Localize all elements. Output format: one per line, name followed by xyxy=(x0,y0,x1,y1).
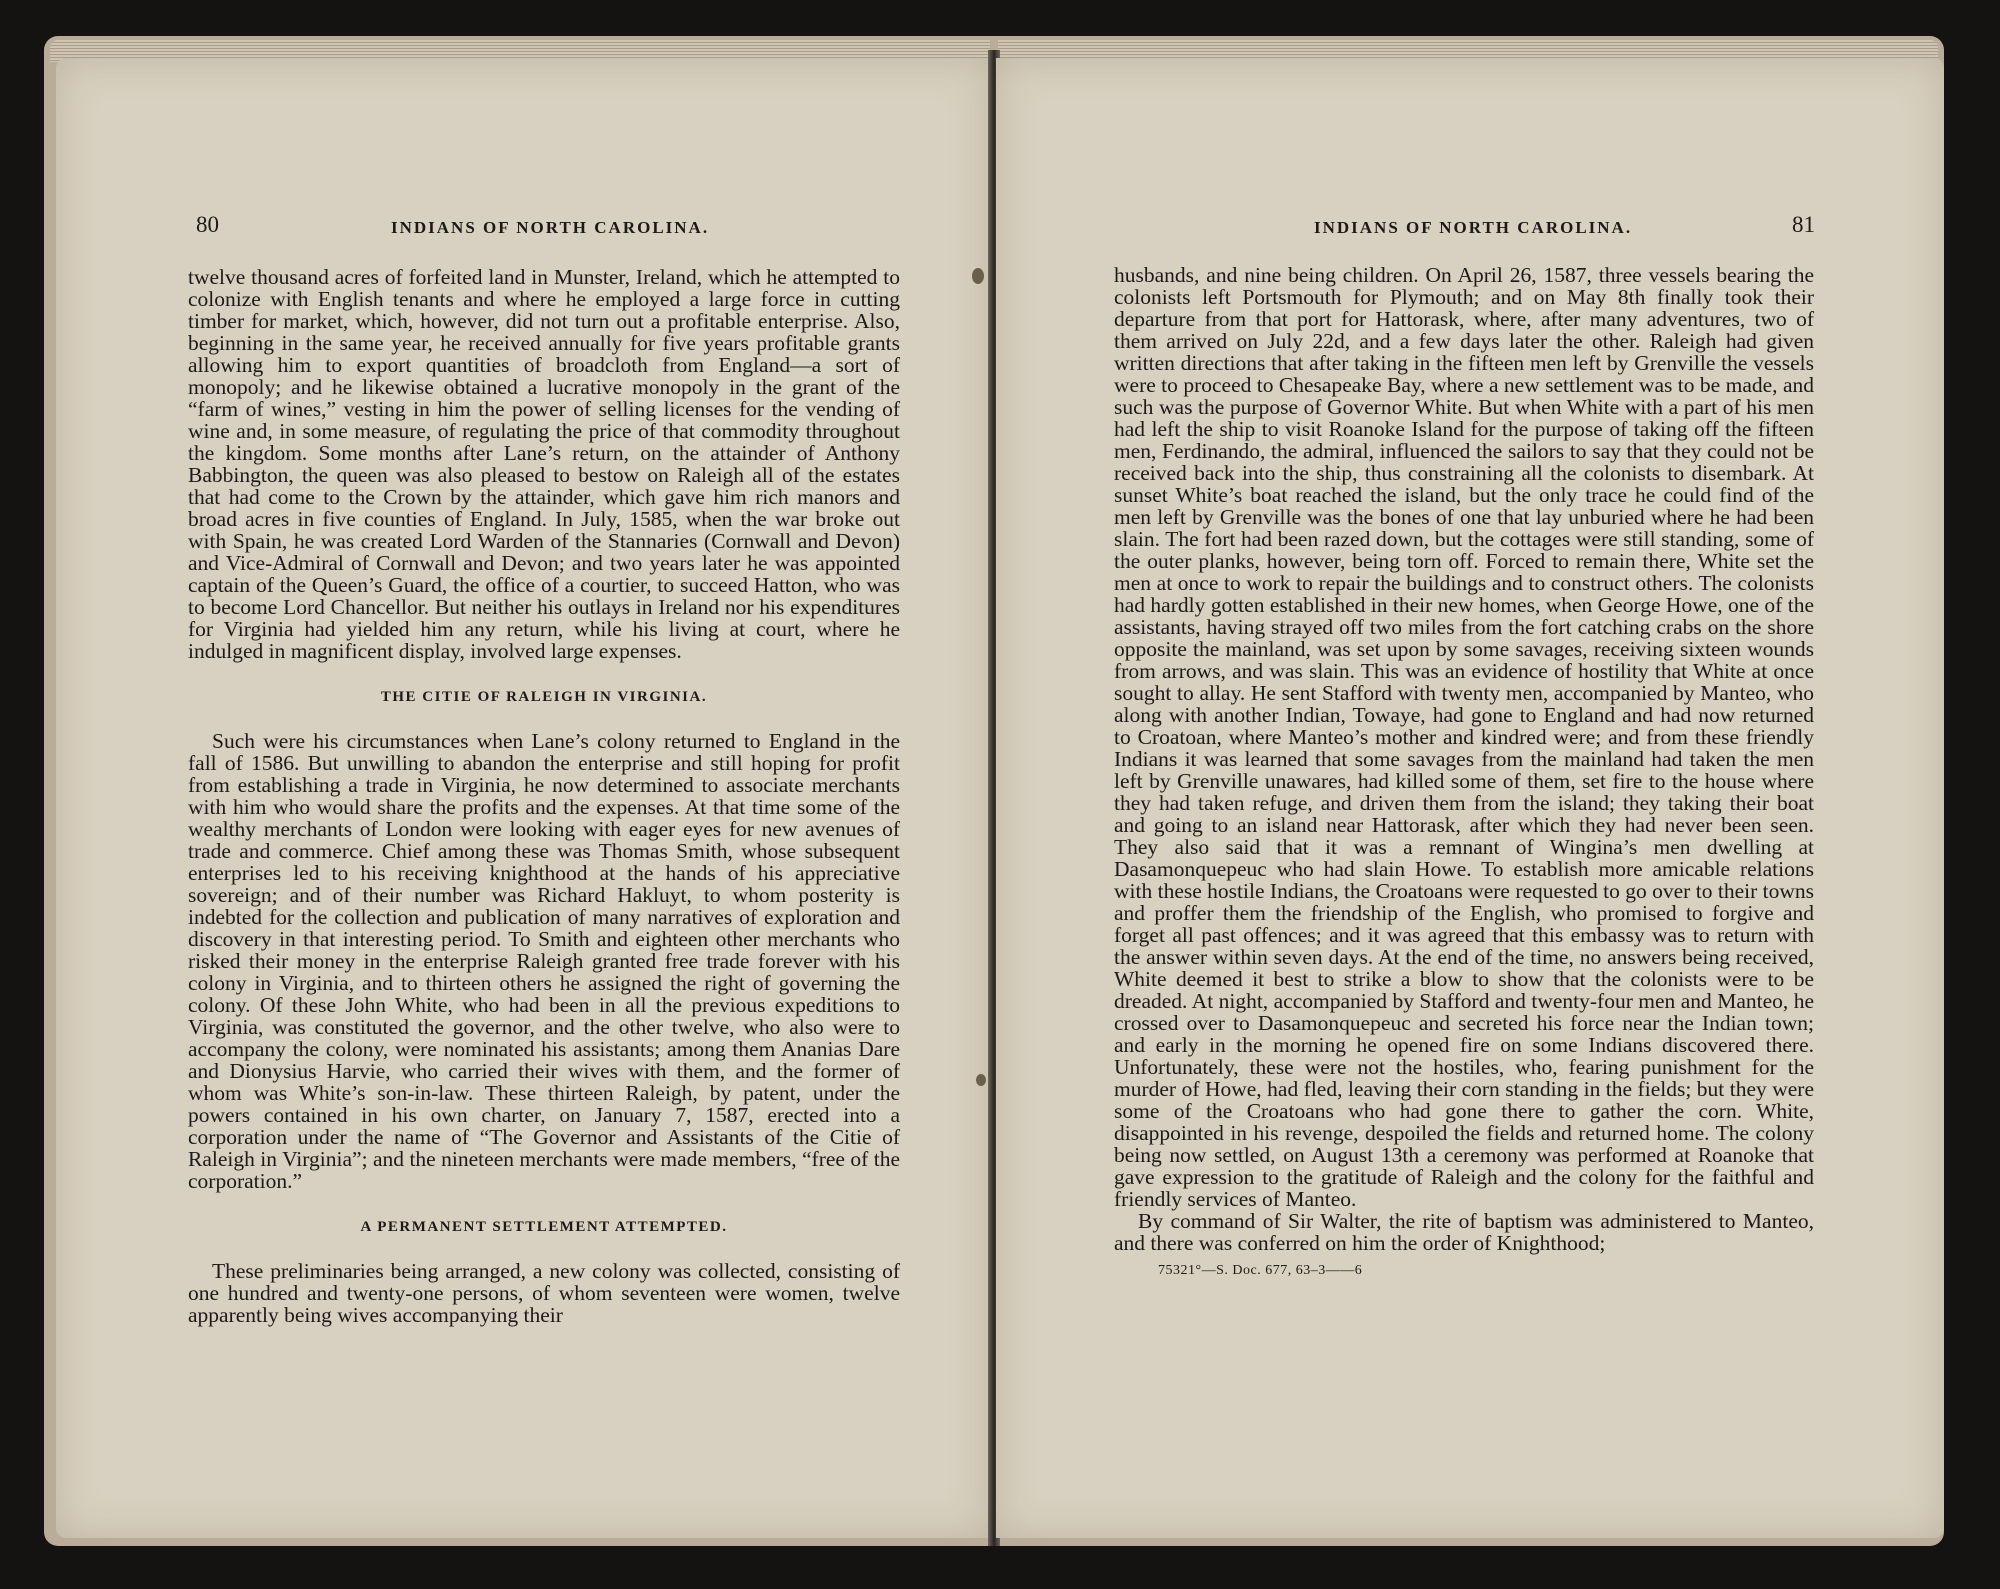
running-head: INDIANS OF NORTH CAROLINA. xyxy=(391,218,710,237)
binding-stitch-mark xyxy=(976,1074,986,1086)
left-text-column xyxy=(188,266,900,1326)
section-heading: A PERMANENT SETTLEMENT ATTEMPTED. xyxy=(360,1219,728,1235)
paragraph: These preliminaries being arranged, a new colony was collected, consisting of one hundred and twenty-one persons, of whom seventeen were women, twelve apparently being wives accompanying their xyxy=(188,1259,900,1327)
right-page xyxy=(996,58,1944,1538)
right-text-column xyxy=(1114,264,1814,1282)
page-number: 81 xyxy=(1792,212,1815,237)
paragraph: husbands, and nine being children. On April 26, 1587, three vessels bearing the colonists left Portsmouth for Plymouth; and on May 8th finally took their departure from that port for Hattorask, where, after many adventures, two of them arrived on July 22d, and a few days later the other. Raleigh had given written directions that after taking in the fifteen men left by Grenville the vessels were to proceed to Chesapeake Bay, where a new settlement was to be made, and such was the purpose of Governor White. But when White with a part of his men had left the ship to visit Roanoke Island for the purpose of taking off the fifteen men, Ferdinando, the admiral, influenced the sailors to say that they could not be received back into the ship, thus constraining all the colonists to disembark. At sunset White’s boat reached the island, but the only trace he could find of the men left by Grenville was the bones of one that lay unburied where he had been slain. The fort had been razed down, but the cottages were still standing, some of the outer planks, however, being torn off. Forced to remain there, White set the men at once to work to repair the buildings and to construct others. The colonists had hardly gotten established in their new homes, when George Howe, one of the assistants, having strayed off two miles from the fort catching crabs on the shore opposite the mainland, was set upon by some savages, receiving sixteen wounds from arrows, and was slain. This was an evidence of hostility that White at once sought to allay. He sent Stafford with twenty men, accompanied by Manteo, who along with another Indian, Towaye, had gone to England and had now returned to Croatoan, where Manteo’s mother and kindred were; and from these friendly Indians it was learned that some savages from the mainland had taken the men left by Grenville unawares, had killed some of them, set fire to the house where they had taken refuge, and driven them from the island; they taking their boat and going to an island near Hattorask, after which they had never been seen. They also said that it was a remnant of Wingina’s men dwelling at Dasamonquepeuc who had slain Howe. To establish more amicable relations with these hostile Indians, the Croatoans were requested to go over to their towns and proffer them the friendship of the English, who promised to forgive and forget all past offences; and it was agreed that this embassy was to return with the answer within seven days. At the end of the time, no answers being received, White deemed it best to strike a blow to show that the colonists were to be dreaded. At night, accompanied by Stafford and twenty-four men and Manteo, he crossed over to Dasamonquepeuc and secreted his force near the Indian town; and early in the morning he opened fire on some Indians discovered there. Unfortunately, these were not the hostiles, who, fearing punishment for the murder of Howe, had fled, leaving their corn standing in the fields; but they were some of the Croatoans who had gone there to gather the corn. White, disappointed in his revenge, despoiled the fields and returned home. The colony being now settled, on August 13th a ceremony was performed at Roanoke that gave expression to the gratitude of Raleigh and the colony for the faithful and friendly services of Manteo. xyxy=(1114,263,1814,1211)
printer-imprint: 75321°—S. Doc. 677, 63–3——6 xyxy=(1158,1263,1363,1278)
paragraph: twelve thousand acres of forfeited land in Munster, Ireland, which he attempted to colonize with English tenants and where he employed a large force in cutting timber for market, which, however, did not turn out a profitable enterprise. Also, beginning in the same year, he received annually for five years profitable grants allowing him to export quantities of broadcloth from England—a sort of monopoly; and he likewise obtained a lucrative monopoly in the grant of the “farm of wines,” vesting in him the power of selling licenses for the vending of wine and, in some measure, of regulating the price of that commodity throughout the kingdom. Some months after Lane’s return, on the attainder of Anthony Babbington, the queen was also pleased to bestow on Raleigh all of the estates that had come to the Crown by the attainder, which gave him rich manors and broad acres in five counties of England. In July, 1585, when the war broke out with Spain, he was created Lord Warden of the Stannaries (Cornwall and Devon) and Vice-Admiral of Cornwall and Devon; and two years later he was appointed captain of the Queen’s Guard, the office of a courtier, to succeed Hatton, who was to become Lord Chancellor. But neither his outlays in Ireland nor his expenditures for Virginia had yielded him any return, while his living at court, where he indulged in magnificent display, involved large expenses. xyxy=(188,265,900,663)
left-page xyxy=(56,58,990,1538)
section-heading: THE CITIE OF RALEIGH IN VIRGINIA. xyxy=(380,689,708,705)
binding-stitch-mark xyxy=(972,268,984,284)
paragraph: Such were his circumstances when Lane’s colony returned to England in the fall of 1586. But unwilling to abandon the enterprise and still hoping for profit from establishing a trade in Virginia, he now determined to associate merchants with him who would share the profits and the expenses. At that time some of the wealthy merchants of London were looking with eager eyes for new avenues of trade and commerce. Chief among these was Thomas Smith, whose subsequent enterprises led to his receiving knighthood at the hands of his appreciative sovereign; and of their number was Richard Hakluyt, to whom posterity is indebted for the collection and publication of many narratives of exploration and discovery in that interesting period. To Smith and eighteen other merchants who risked their money in the enterprise Raleigh granted free trade forever with his colony in Virginia, and to thirteen others he assigned the right of governing the colony. Of these John White, who had been in all the previous expeditions to Virginia, was constituted the governor, and the other twelve, who also were to accompany the colony, were nominated his assistants; among them Ananias Dare and Dionysius Harvie, who carried their wives with them, and the former of whom was White’s son-in-law. These thirteen Raleigh, by patent, under the powers contained in his own charter, on January 7, 1587, erected into a corporation under the name of “The Governor and Assistants of the Citie of Raleigh in Virginia”; and the nineteen merchants were made members, “free of the corporation.” xyxy=(188,729,900,1193)
page-number: 80 xyxy=(196,212,219,237)
paragraph: By command of Sir Walter, the rite of baptism was administered to Manteo, and there was conferred on him the order of Knighthood; xyxy=(1114,1209,1814,1255)
running-head: INDIANS OF NORTH CAROLINA. xyxy=(1314,218,1633,237)
